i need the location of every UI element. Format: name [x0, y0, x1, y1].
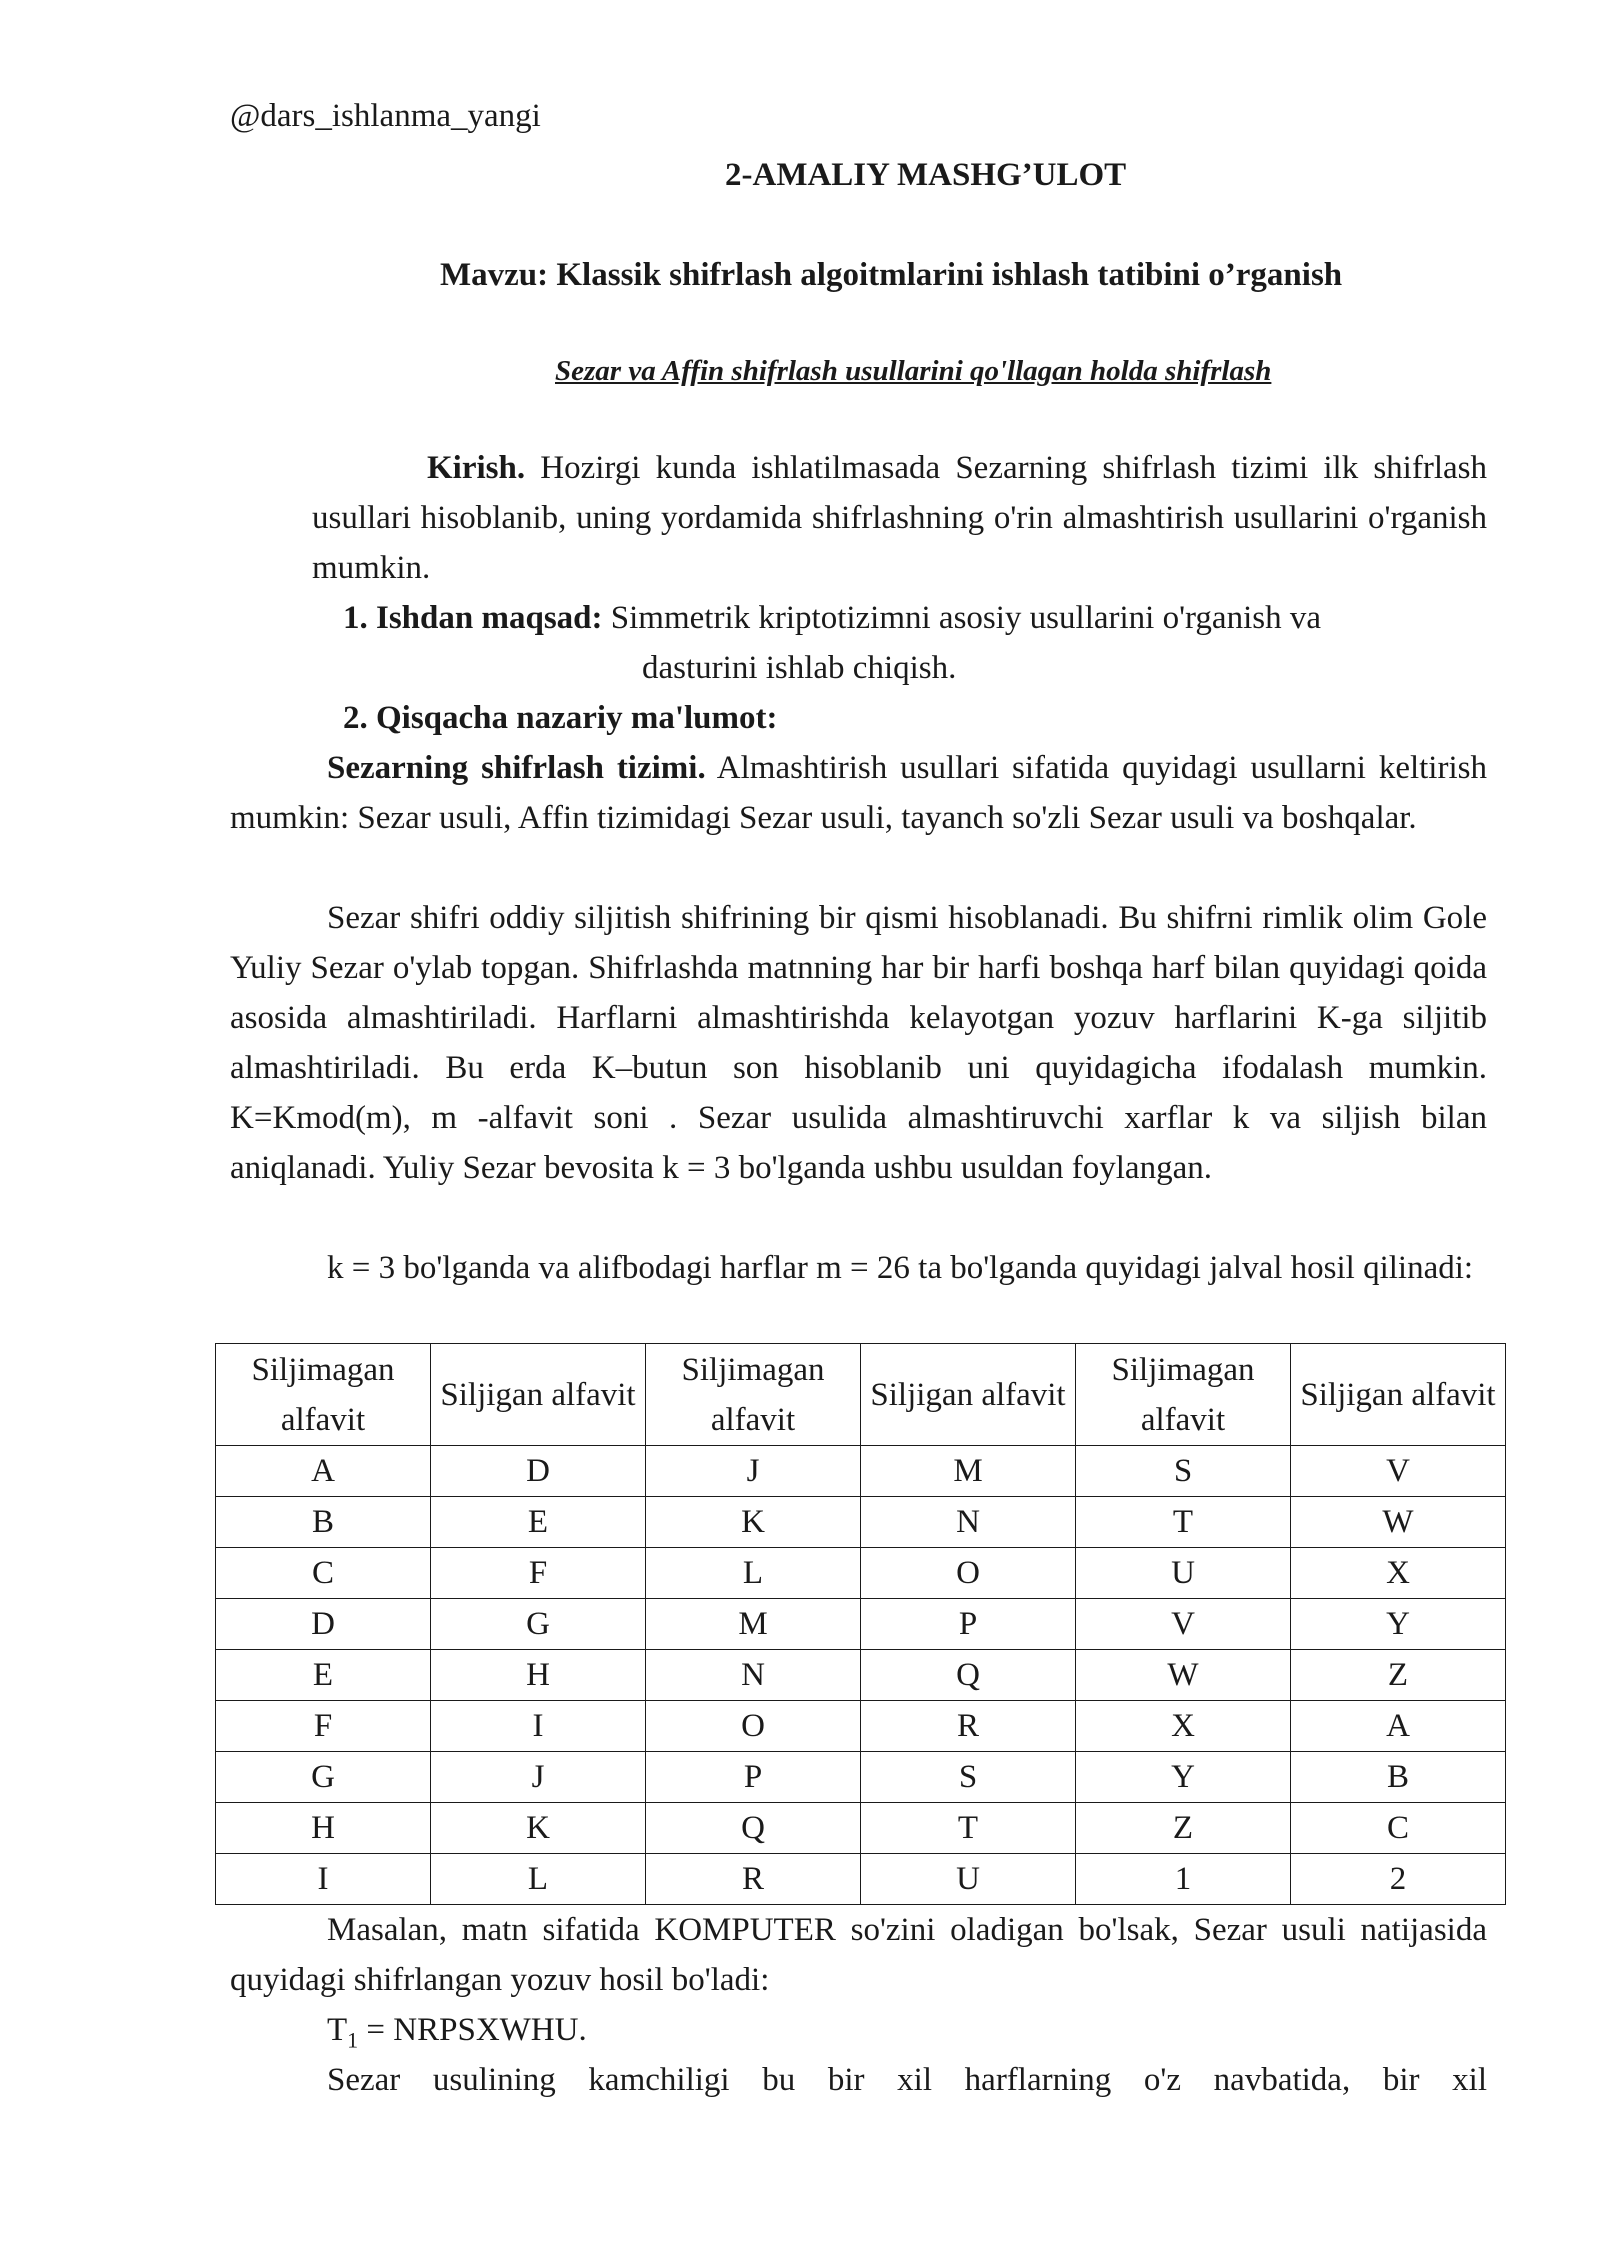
table-cell: P: [861, 1599, 1076, 1650]
table-cell: A: [216, 1446, 431, 1497]
table-row: [216, 1599, 1506, 1650]
table-cell: Q: [646, 1803, 861, 1854]
table-cell: N: [861, 1497, 1076, 1548]
table-row: [216, 1650, 1506, 1701]
table-row: [216, 1854, 1506, 1905]
example-paragraph: Masalan, matn sifatida KOMPUTER so'zini oladigan bo'lsak, Sezar usuli natijasida quyidagi shifrlangan yozuv hosil bo'ladi:: [230, 1912, 1487, 1998]
table-cell: N: [646, 1650, 861, 1701]
table-cell: K: [431, 1803, 646, 1854]
table-cell: I: [431, 1701, 646, 1752]
topic-heading: Mavzu: Klassik shifrlash algoitmlarini ishlash tatibini o’rganish: [440, 257, 1343, 293]
column-header: Siljimagan alfavit: [216, 1344, 431, 1446]
page-title: 2-AMALIY MASHG’ULOT: [725, 157, 1127, 193]
cipher-table: [215, 1343, 1506, 1905]
column-header: Siljigan alfavit: [431, 1344, 646, 1446]
table-cell: 2: [1291, 1854, 1506, 1905]
goal-text: Simmetrik kriptotizimni asosiy usullarini o'rganish va: [602, 600, 1321, 636]
table-cell: W: [1076, 1650, 1291, 1701]
table-row: [216, 1803, 1506, 1854]
table-cell: J: [646, 1446, 861, 1497]
table-cell: 1: [1076, 1854, 1291, 1905]
table-cell: J: [431, 1752, 646, 1803]
goal-text-continued: dasturini ishlab chiqish.: [642, 650, 957, 686]
table-cell: Z: [1076, 1803, 1291, 1854]
subtitle: Sezar va Affin shifrlash usullarini qo'llagan holda shifrlash: [555, 355, 1272, 387]
result-subscript: 1: [347, 2027, 359, 2053]
table-cell: C: [1291, 1803, 1506, 1854]
goal-paragraph: [343, 593, 1487, 693]
table-cell: K: [646, 1497, 861, 1548]
table-cell: Y: [1291, 1599, 1506, 1650]
table-cell: W: [1291, 1497, 1506, 1548]
table-cell: G: [216, 1752, 431, 1803]
table-cell: I: [216, 1854, 431, 1905]
table-cell: T: [1076, 1497, 1291, 1548]
intro-text: Hozirgi kunda ishlatilmasada Sezarning shifrlash tizimi ilk shifrlash usullari hisoblanib, uning yordamida shifrlashning o'rin almashtirish usullarini o'rganish mumkin.: [312, 450, 1487, 586]
table-cell: D: [216, 1599, 431, 1650]
table-cell: C: [216, 1548, 431, 1599]
table-cell: D: [431, 1446, 646, 1497]
brief-label: 2. Qisqacha nazariy ma'lumot:: [343, 700, 778, 736]
table-cell: U: [1076, 1548, 1291, 1599]
table-row: [216, 1701, 1506, 1752]
table-cell: O: [646, 1701, 861, 1752]
column-header: Siljimagan alfavit: [1076, 1344, 1291, 1446]
sezar-system-text: Almashtirish usullari sifatida quyidagi usullarni keltirish mumkin: Sezar usuli, Affin tizimidagi Sezar usuli, tayanch so'zli Sezar usuli va boshqalar.: [230, 750, 1487, 836]
k3-paragraph: k = 3 bo'lganda va alifbodagi harflar m = 26 ta bo'lganda quyidagi jalval hosil qilinadi:: [327, 1250, 1474, 1286]
table-cell: M: [861, 1446, 1076, 1497]
table-cell: T: [861, 1803, 1076, 1854]
table-cell: B: [1291, 1752, 1506, 1803]
table-cell: E: [216, 1650, 431, 1701]
table-cell: V: [1076, 1599, 1291, 1650]
sezar-system-label: Sezarning shifrlash tizimi.: [327, 750, 706, 786]
table-body: [216, 1446, 1506, 1905]
column-header: Siljigan alfavit: [1291, 1344, 1506, 1446]
table-cell: P: [646, 1752, 861, 1803]
table-row: [216, 1446, 1506, 1497]
result-variable: T: [327, 2012, 348, 2048]
column-header: Siljimagan alfavit: [646, 1344, 861, 1446]
table-cell: H: [216, 1803, 431, 1854]
intro-paragraph: [312, 443, 1487, 593]
table-cell: L: [431, 1854, 646, 1905]
table-cell: R: [861, 1701, 1076, 1752]
table-header-row: [216, 1344, 1506, 1446]
table-cell: G: [431, 1599, 646, 1650]
table-cell: H: [431, 1650, 646, 1701]
table-cell: X: [1076, 1701, 1291, 1752]
table-cell: R: [646, 1854, 861, 1905]
table-cell: E: [431, 1497, 646, 1548]
result-value: = NRPSXWHU.: [358, 2012, 587, 2048]
column-header: Siljigan alfavit: [861, 1344, 1076, 1446]
table-cell: F: [431, 1548, 646, 1599]
table-row: [216, 1497, 1506, 1548]
goal-label: 1. Ishdan maqsad:: [343, 600, 603, 636]
channel-handle: @dars_ishlanma_yangi: [230, 98, 541, 134]
table-cell: S: [1076, 1446, 1291, 1497]
table-cell: B: [216, 1497, 431, 1548]
table-row: [216, 1548, 1506, 1599]
table-cell: X: [1291, 1548, 1506, 1599]
brief-heading: [343, 693, 1487, 743]
table-cell: Z: [1291, 1650, 1506, 1701]
sezar-description-paragraph: Sezar shifri oddiy siljitish shifrining bir qismi hisoblanadi. Bu shifrni rimlik olim Gole Yuliy Sezar o'ylab topgan. Shifrlashda matnning har bir harfi boshqa harf bilan quyidagi qoida asosida almashtiriladi. Harflarni almashtirishda kelayotgan yozuv harflarini K-ga siljitib almashtiriladi. Bu erda K–butun son hisoblanib uni quyidagicha ifodalash mumkin. K=Kmod(m), m -alfavit soni . Sezar usulida almashtiruvchi xarflar k va siljish bilan aniqlanadi. Yuliy Sezar bevosita k = 3 bo'lganda ushbu usuldan foylangan.: [230, 900, 1487, 1186]
table-cell: S: [861, 1752, 1076, 1803]
table-row: [216, 1752, 1506, 1803]
table-cell: O: [861, 1548, 1076, 1599]
table-cell: U: [861, 1854, 1076, 1905]
table-cell: M: [646, 1599, 861, 1650]
table-cell: V: [1291, 1446, 1506, 1497]
sezar-system-paragraph: [230, 743, 1487, 843]
table-cell: L: [646, 1548, 861, 1599]
intro-label: Kirish.: [427, 450, 526, 486]
trailing-paragraph: Sezar usulining kamchiligi bu bir xil harflarning o'z navbatida, bir xil: [327, 2062, 1487, 2098]
table-cell: A: [1291, 1701, 1506, 1752]
table-cell: Y: [1076, 1752, 1291, 1803]
table-cell: Q: [861, 1650, 1076, 1701]
table-cell: F: [216, 1701, 431, 1752]
